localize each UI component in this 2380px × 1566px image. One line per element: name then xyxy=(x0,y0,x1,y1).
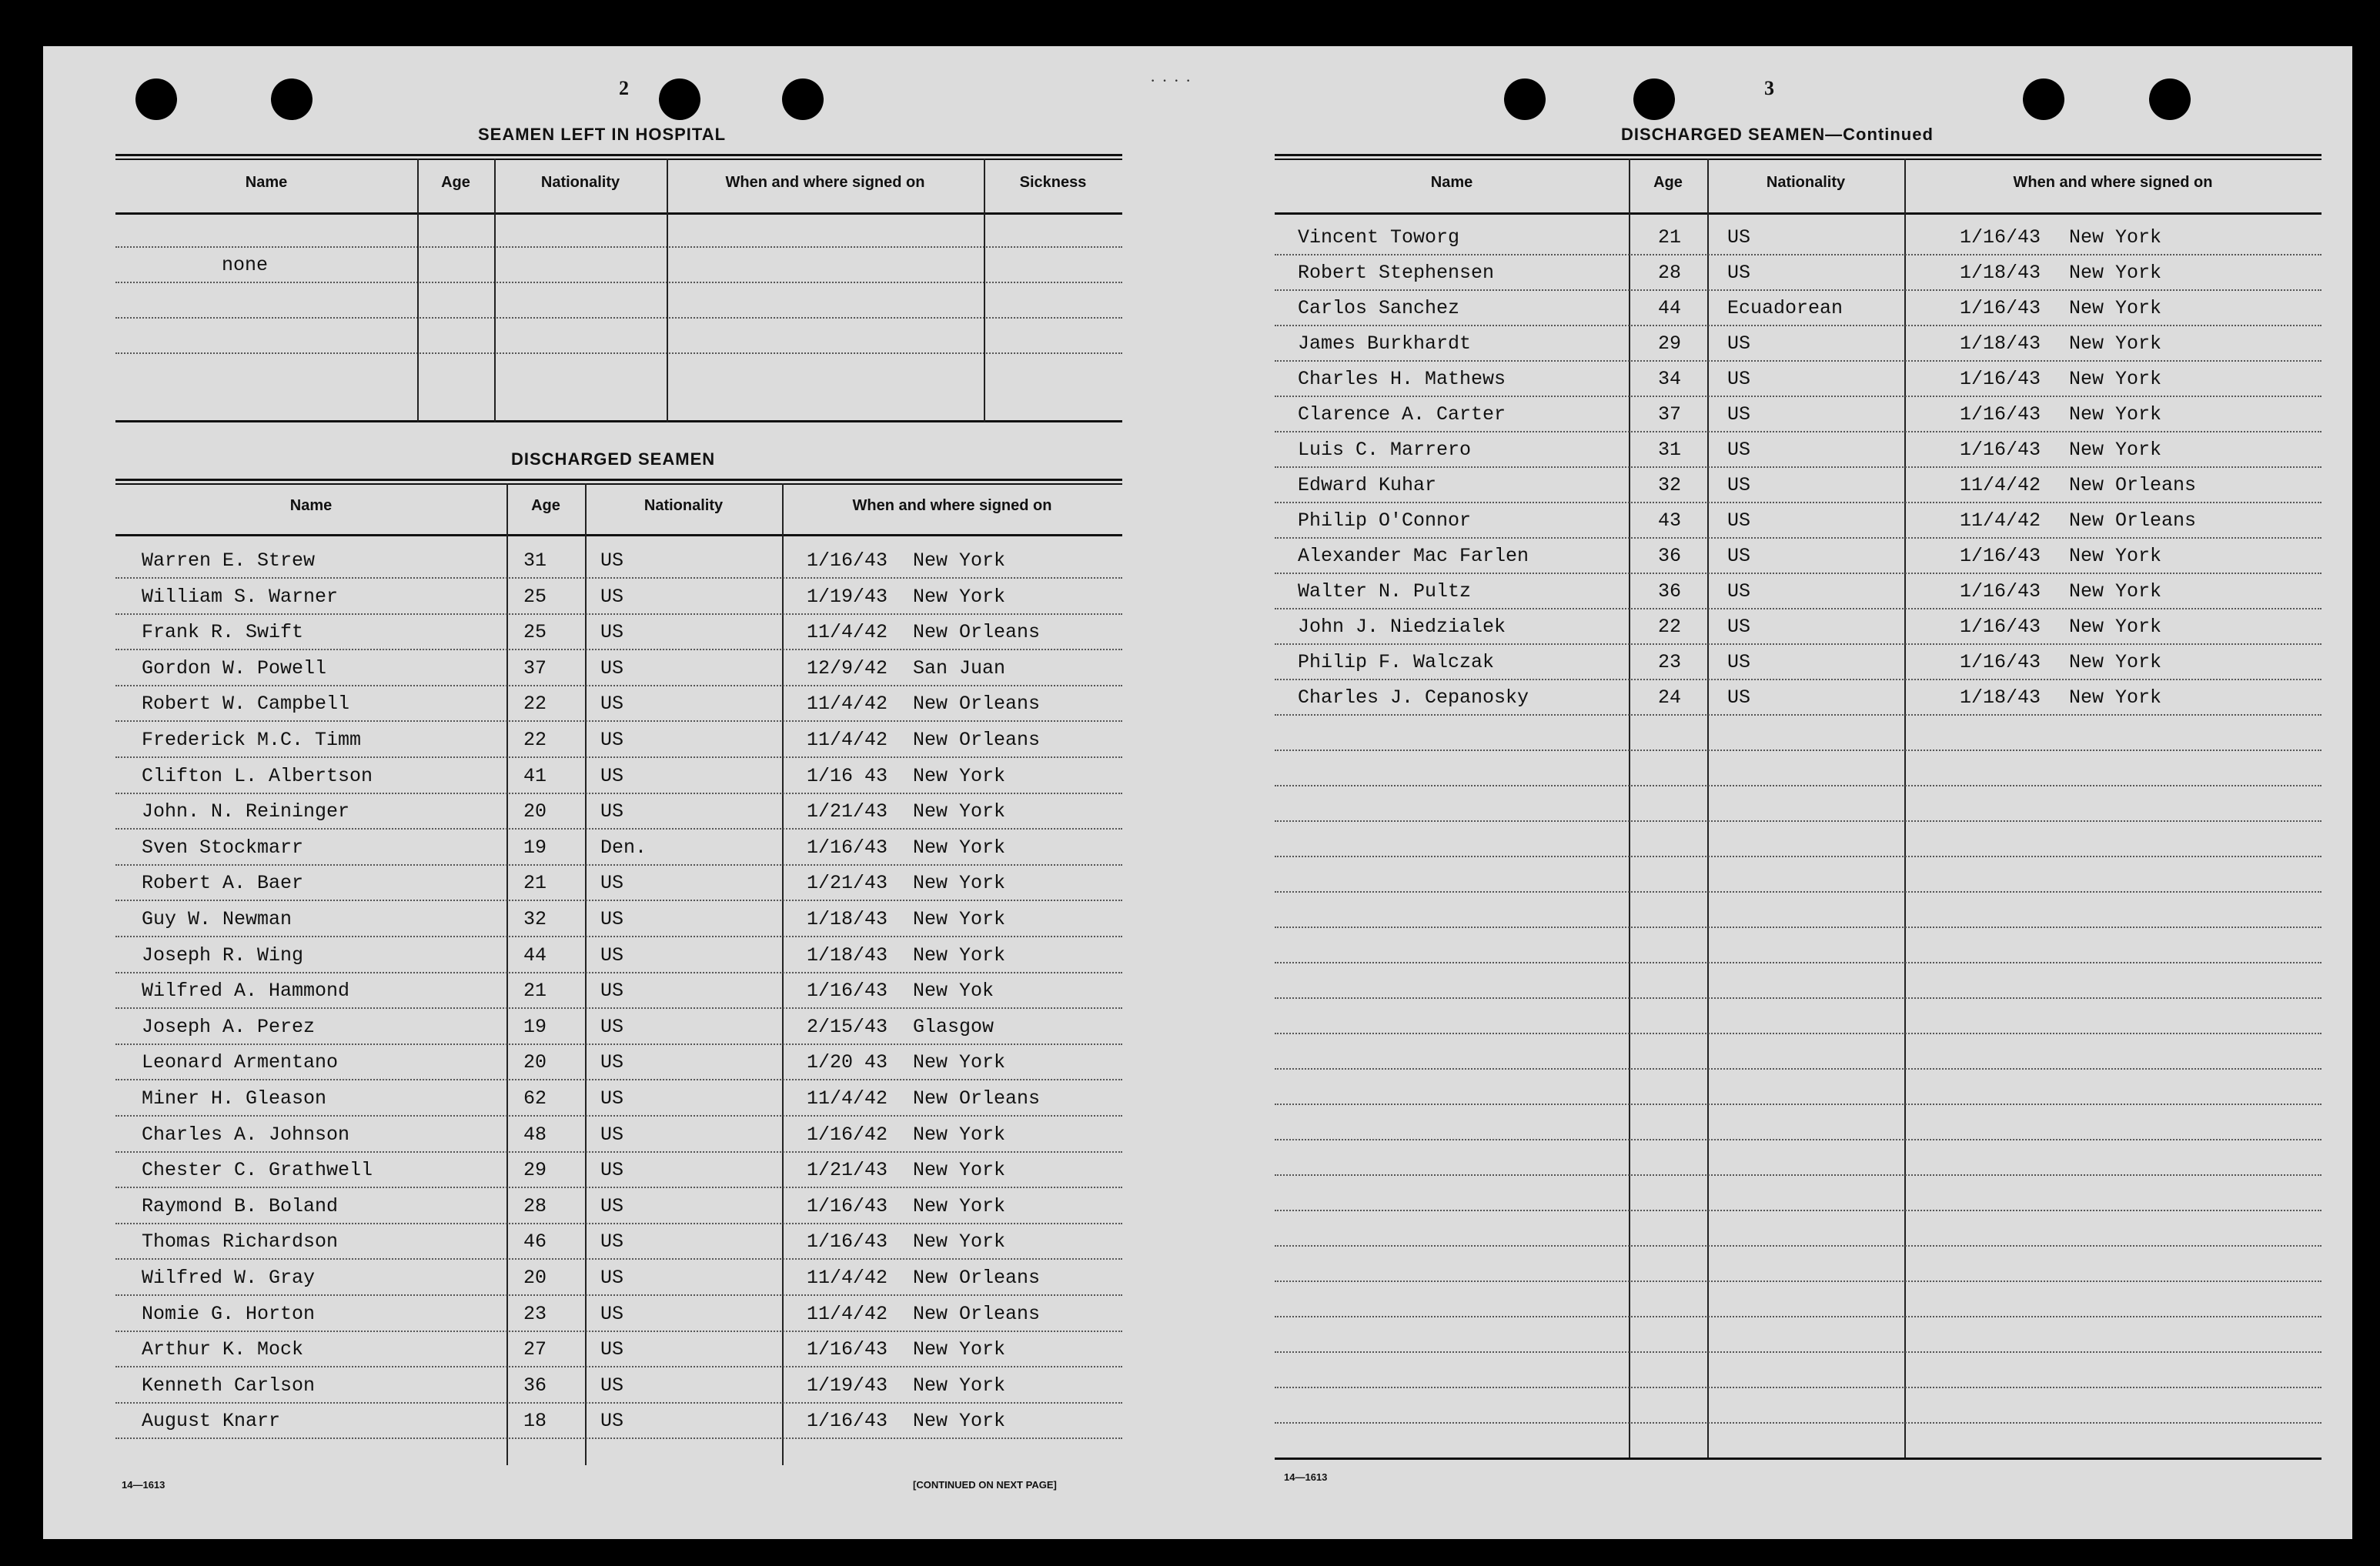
cell-date: 11/4/42 xyxy=(807,693,888,716)
punch-hole xyxy=(1504,78,1546,120)
cell-nationality: US xyxy=(600,1338,624,1361)
cell-name: Philip O'Connor xyxy=(1298,509,1472,532)
cell-age: 20 xyxy=(523,1267,547,1289)
cell-nationality: US xyxy=(600,1374,624,1397)
cell-age: 22 xyxy=(1658,616,1682,638)
cell-name: Joseph R. Wing xyxy=(142,943,304,967)
cell-name: James Burkhardt xyxy=(1298,332,1472,355)
cell-place: New Orleans xyxy=(913,1087,1041,1110)
cell-age: 31 xyxy=(523,549,547,572)
table-row xyxy=(1275,1211,2322,1247)
cell-age: 41 xyxy=(523,764,547,787)
cell-nationality: US xyxy=(1727,262,1751,284)
cell-age: 18 xyxy=(523,1410,547,1433)
cell-name: Charles H. Mathews xyxy=(1298,368,1506,390)
discharged-table-left xyxy=(115,479,1122,1471)
cell-name: Carlos Sanchez xyxy=(1298,297,1460,319)
table-row xyxy=(115,1010,1122,1045)
hospital-table xyxy=(115,154,1122,425)
cell-place: New York xyxy=(913,764,1006,787)
table-row xyxy=(1275,786,2322,822)
cell-nationality: US xyxy=(600,872,624,895)
table-row xyxy=(115,1117,1122,1153)
cell-name: John. N. Reininger xyxy=(142,800,350,823)
table-row xyxy=(115,651,1122,686)
cell-age: 28 xyxy=(523,1194,547,1217)
hospital-entry: none xyxy=(222,254,269,276)
cell-date: 2/15/43 xyxy=(807,1015,888,1038)
page-number-left: 2 xyxy=(619,77,629,99)
table-row xyxy=(1275,326,2322,362)
page-number-right: 3 xyxy=(1764,77,1774,99)
cell-place: New York xyxy=(913,1159,1006,1182)
table-row xyxy=(115,866,1122,901)
cell-name: Luis C. Marrero xyxy=(1298,439,1472,461)
cell-name: Miner H. Gleason xyxy=(142,1087,327,1110)
cell-name: Frederick M.C. Timm xyxy=(142,729,362,751)
cell-age: 20 xyxy=(523,800,547,823)
cell-place: New York xyxy=(913,585,1006,608)
cell-nationality: US xyxy=(600,980,624,1003)
cell-nationality: US xyxy=(1727,580,1751,603)
cell-nationality: US xyxy=(600,549,624,572)
cell-nationality: US xyxy=(600,1302,624,1325)
row-rule xyxy=(115,1437,1122,1439)
table-row xyxy=(115,973,1122,1009)
cell-name: Leonard Armentano xyxy=(142,1051,339,1074)
cell-age: 24 xyxy=(1658,686,1682,709)
cell-name: Philip F. Walczak xyxy=(1298,651,1495,673)
cell-date: 1/16/43 xyxy=(807,1410,888,1433)
cell-place: New York xyxy=(2069,226,2162,249)
table-row xyxy=(1275,432,2322,468)
cell-nationality: US xyxy=(600,1123,624,1146)
table-row xyxy=(1275,1105,2322,1140)
table-row xyxy=(115,1368,1122,1404)
cell-place: New York xyxy=(2069,368,2162,390)
cell-place: New York xyxy=(913,836,1006,859)
table-row xyxy=(1275,999,2322,1034)
cell-date: 1/18/43 xyxy=(1960,332,2041,355)
cell-place: New Orleans xyxy=(913,693,1041,716)
col-header-signed-on: When and where signed on xyxy=(725,174,925,191)
cell-nationality: US xyxy=(600,1230,624,1254)
discharged-title: DISCHARGED SEAMEN xyxy=(511,449,716,469)
col-header-age: Age xyxy=(441,174,470,191)
table-row xyxy=(1275,928,2322,963)
table-row xyxy=(115,938,1122,973)
cell-place: San Juan xyxy=(913,656,1006,679)
col-header-signed-on: When and where signed on xyxy=(2013,174,2213,191)
cell-age: 36 xyxy=(523,1374,547,1397)
cell-age: 34 xyxy=(1658,368,1682,390)
table-row xyxy=(1275,645,2322,680)
table-row xyxy=(115,1332,1122,1367)
table-row xyxy=(1275,468,2322,503)
cell-place: New York xyxy=(913,872,1006,895)
cell-place: New York xyxy=(913,1194,1006,1217)
table-row xyxy=(115,830,1122,866)
cell-nationality: US xyxy=(1727,368,1751,390)
cell-name: Edward Kuhar xyxy=(1298,474,1437,496)
table-row xyxy=(1275,1317,2322,1353)
cell-nationality: US xyxy=(1727,616,1751,638)
cell-date: 1/21/43 xyxy=(807,1159,888,1182)
table-row xyxy=(1275,609,2322,645)
cell-nationality: US xyxy=(1727,651,1751,673)
table-row xyxy=(115,1297,1122,1332)
table-row xyxy=(115,1153,1122,1188)
cell-age: 22 xyxy=(523,693,547,716)
form-number-left: 14—1613 xyxy=(122,1479,165,1491)
cell-age: 27 xyxy=(523,1338,547,1361)
cell-age: 22 xyxy=(523,729,547,751)
cell-date: 12/9/42 xyxy=(807,656,888,679)
table-row xyxy=(1275,1282,2322,1317)
cell-name: Wilfred W. Gray xyxy=(142,1267,316,1289)
cell-place: New Orleans xyxy=(913,729,1041,751)
cell-name: August Knarr xyxy=(142,1410,281,1433)
cell-nationality: US xyxy=(1727,509,1751,532)
cell-place: New York xyxy=(913,943,1006,967)
cell-age: 19 xyxy=(523,836,547,859)
cell-age: 21 xyxy=(523,980,547,1003)
cell-date: 1/18/43 xyxy=(1960,262,2041,284)
cell-name: Chester C. Grathwell xyxy=(142,1159,373,1182)
cell-place: New York xyxy=(913,1374,1006,1397)
cell-name: Joseph A. Perez xyxy=(142,1015,316,1038)
table-row xyxy=(1275,255,2322,291)
cell-nationality: US xyxy=(600,1410,624,1433)
center-fold-dots: ···· xyxy=(1150,71,1198,90)
cell-nationality: US xyxy=(1727,332,1751,355)
col-header-nationality: Nationality xyxy=(1766,174,1846,191)
cell-age: 25 xyxy=(523,585,547,608)
cell-nationality: US xyxy=(1727,545,1751,567)
cell-date: 11/4/42 xyxy=(807,1302,888,1325)
cell-nationality: US xyxy=(600,1267,624,1289)
cell-date: 11/4/42 xyxy=(807,729,888,751)
cell-date: 1/19/43 xyxy=(807,585,888,608)
cell-age: 37 xyxy=(523,656,547,679)
cell-name: Wilfred A. Hammond xyxy=(142,980,350,1003)
table-row xyxy=(1275,291,2322,326)
table-row xyxy=(1275,362,2322,397)
cell-name: Clarence A. Carter xyxy=(1298,403,1506,426)
cell-age: 46 xyxy=(523,1230,547,1254)
cell-place: New York xyxy=(913,549,1006,572)
punch-hole xyxy=(659,78,700,120)
table-row xyxy=(115,615,1122,650)
punch-hole xyxy=(2149,78,2191,120)
cell-place: New York xyxy=(2069,332,2162,355)
cell-nationality: US xyxy=(600,1015,624,1038)
document-sheet xyxy=(43,46,2352,1539)
punch-hole xyxy=(782,78,824,120)
cell-name: Clifton L. Albertson xyxy=(142,764,373,787)
cell-name: Robert Stephensen xyxy=(1298,262,1495,284)
cell-date: 11/4/42 xyxy=(807,621,888,644)
form-number-right: 14—1613 xyxy=(1284,1471,1328,1483)
cell-date: 1/16/43 xyxy=(807,1194,888,1217)
cell-place: New Orleans xyxy=(913,1267,1041,1289)
table-row xyxy=(1275,220,2322,255)
table-row xyxy=(1275,1388,2322,1424)
cell-place: New York xyxy=(2069,686,2162,709)
cell-date: 1/18/43 xyxy=(807,908,888,930)
table-row xyxy=(115,759,1122,794)
cell-nationality: US xyxy=(600,1051,624,1074)
table-row xyxy=(115,1224,1122,1260)
cell-nationality: US xyxy=(600,764,624,787)
cell-place: New York xyxy=(2069,616,2162,638)
cell-age: 48 xyxy=(523,1123,547,1146)
cell-name: Gordon W. Powell xyxy=(142,656,327,679)
cell-date: 11/4/42 xyxy=(1960,509,2041,532)
cell-age: 32 xyxy=(1658,474,1682,496)
cell-nationality: Ecuadorean xyxy=(1727,297,1843,319)
cell-date: 1/18/43 xyxy=(807,943,888,967)
table-row xyxy=(115,1189,1122,1224)
cell-age: 32 xyxy=(523,908,547,930)
cell-nationality: US xyxy=(600,943,624,967)
col-header-signed-on: When and where signed on xyxy=(852,497,1052,514)
cell-age: 25 xyxy=(523,621,547,644)
cell-nationality: US xyxy=(1727,226,1751,249)
punch-hole xyxy=(1633,78,1675,120)
cell-place: New York xyxy=(2069,297,2162,319)
table-row xyxy=(1275,893,2322,928)
cell-age: 37 xyxy=(1658,403,1682,426)
cell-age: 23 xyxy=(1658,651,1682,673)
cell-age: 44 xyxy=(1658,297,1682,319)
cell-nationality: US xyxy=(600,693,624,716)
table-row xyxy=(1275,680,2322,716)
cell-nationality: US xyxy=(600,1194,624,1217)
cell-date: 1/16/43 xyxy=(1960,580,2041,603)
cell-place: New York xyxy=(2069,403,2162,426)
cell-name: Thomas Richardson xyxy=(142,1230,339,1254)
table-row xyxy=(1275,1140,2322,1176)
cell-date: 1/18/43 xyxy=(1960,686,2041,709)
cell-age: 29 xyxy=(523,1159,547,1182)
cell-age: 43 xyxy=(1658,509,1682,532)
cell-date: 1/16/43 xyxy=(1960,226,2041,249)
cell-date: 1/16/42 xyxy=(807,1123,888,1146)
table-row xyxy=(1275,1070,2322,1105)
cell-place: New York xyxy=(913,1230,1006,1254)
cell-date: 1/16/43 xyxy=(807,1338,888,1361)
cell-nationality: US xyxy=(600,1087,624,1110)
hospital-title: SEAMEN LEFT IN HOSPITAL xyxy=(478,125,727,144)
discharged-rows-right xyxy=(1275,220,2322,1457)
cell-age: 31 xyxy=(1658,439,1682,461)
cell-date: 1/16/43 xyxy=(1960,297,2041,319)
cell-age: 29 xyxy=(1658,332,1682,355)
cell-name: William S. Warner xyxy=(142,585,339,608)
cell-age: 20 xyxy=(523,1051,547,1074)
table-row xyxy=(1275,1247,2322,1282)
table-row xyxy=(115,579,1122,615)
table-row xyxy=(1275,822,2322,857)
cell-age: 36 xyxy=(1658,545,1682,567)
cell-date: 11/4/42 xyxy=(807,1087,888,1110)
cell-name: Robert A. Baer xyxy=(142,872,304,895)
cell-age: 62 xyxy=(523,1087,547,1110)
cell-place: New York xyxy=(2069,580,2162,603)
cell-date: 1/21/43 xyxy=(807,800,888,823)
cell-age: 44 xyxy=(523,943,547,967)
col-header-name: Name xyxy=(1430,174,1473,191)
table-row xyxy=(1275,1424,2322,1459)
cell-place: New York xyxy=(913,800,1006,823)
punch-hole xyxy=(271,78,313,120)
cell-name: Robert W. Campbell xyxy=(142,693,350,716)
cell-nationality: US xyxy=(1727,686,1751,709)
cell-nationality: US xyxy=(600,729,624,751)
cell-place: New York xyxy=(913,1338,1006,1361)
cell-age: 28 xyxy=(1658,262,1682,284)
table-row xyxy=(1275,963,2322,999)
cell-nationality: US xyxy=(600,800,624,823)
cell-place: New York xyxy=(913,908,1006,930)
cell-place: New York xyxy=(2069,651,2162,673)
discharged-continued-title: DISCHARGED SEAMEN—Continued xyxy=(1621,125,1934,144)
table-row xyxy=(1275,503,2322,539)
cell-date: 1/19/43 xyxy=(807,1374,888,1397)
cell-name: John J. Niedzialek xyxy=(1298,616,1506,638)
table-row xyxy=(115,1081,1122,1117)
table-row xyxy=(115,543,1122,579)
table-row xyxy=(1275,574,2322,609)
cell-name: Guy W. Newman xyxy=(142,908,292,930)
table-row xyxy=(115,723,1122,758)
table-row xyxy=(1275,1034,2322,1070)
table-row xyxy=(1275,1176,2322,1211)
cell-name: Alexander Mac Farlen xyxy=(1298,545,1529,567)
cell-nationality: US xyxy=(600,585,624,608)
cell-date: 1/16/43 xyxy=(807,836,888,859)
cell-name: Arthur K. Mock xyxy=(142,1338,304,1361)
col-header-nationality: Nationality xyxy=(540,174,620,191)
table-row xyxy=(115,686,1122,722)
cell-date: 1/16/43 xyxy=(807,549,888,572)
cell-place: New York xyxy=(2069,262,2162,284)
table-row xyxy=(1275,857,2322,893)
cell-age: 21 xyxy=(523,872,547,895)
table-row xyxy=(1275,716,2322,751)
cell-place: New York xyxy=(2069,439,2162,461)
cell-name: Warren E. Strew xyxy=(142,549,316,572)
cell-age: 36 xyxy=(1658,580,1682,603)
table-row xyxy=(115,1045,1122,1080)
cell-nationality: US xyxy=(600,1159,624,1182)
cell-date: 1/16/43 xyxy=(807,1230,888,1254)
table-row xyxy=(1275,397,2322,432)
table-row xyxy=(1275,539,2322,574)
cell-name: Vincent Toworg xyxy=(1298,226,1460,249)
cell-date: 1/16/43 xyxy=(1960,545,2041,567)
cell-name: Nomie G. Horton xyxy=(142,1302,316,1325)
cell-age: 23 xyxy=(523,1302,547,1325)
cell-place: New Orleans xyxy=(2069,509,2197,532)
col-header-name: Name xyxy=(289,497,333,514)
cell-date: 11/4/42 xyxy=(807,1267,888,1289)
cell-name: Raymond B. Boland xyxy=(142,1194,339,1217)
discharged-table-right xyxy=(1275,154,2322,1464)
cell-age: 19 xyxy=(523,1015,547,1038)
cell-date: 1/21/43 xyxy=(807,872,888,895)
cell-date: 1/20 43 xyxy=(807,1051,888,1074)
table-row xyxy=(1275,751,2322,786)
table-row xyxy=(115,902,1122,937)
cell-name: Charles J. Cepanosky xyxy=(1298,686,1529,709)
col-header-age: Age xyxy=(531,497,560,514)
table-row xyxy=(115,794,1122,830)
table-row xyxy=(1275,1353,2322,1388)
cell-date: 1/16/43 xyxy=(807,980,888,1003)
cell-date: 11/4/42 xyxy=(1960,474,2041,496)
cell-age: 21 xyxy=(1658,226,1682,249)
cell-nationality: US xyxy=(600,908,624,930)
cell-nationality: US xyxy=(600,621,624,644)
col-header-age: Age xyxy=(1653,174,1683,191)
cell-name: Kenneth Carlson xyxy=(142,1374,316,1397)
cell-nationality: US xyxy=(1727,439,1751,461)
cell-nationality: US xyxy=(1727,474,1751,496)
cell-nationality: US xyxy=(600,656,624,679)
cell-place: Glasgow xyxy=(913,1015,994,1038)
punch-hole xyxy=(135,78,177,120)
cell-place: New Orleans xyxy=(913,1302,1041,1325)
cell-name: Charles A. Johnson xyxy=(142,1123,350,1146)
table-row xyxy=(115,1404,1122,1439)
cell-nationality: Den. xyxy=(600,836,647,859)
col-header-sickness: Sickness xyxy=(1019,174,1087,191)
discharged-rows-left xyxy=(115,543,1122,1471)
cell-date: 1/16/43 xyxy=(1960,439,2041,461)
cell-name: Walter N. Pultz xyxy=(1298,580,1472,603)
cell-place: New York xyxy=(913,1051,1006,1074)
punch-hole xyxy=(2023,78,2064,120)
cell-place: New York xyxy=(913,1123,1006,1146)
cell-date: 1/16/43 xyxy=(1960,616,2041,638)
cell-nationality: US xyxy=(1727,403,1751,426)
cell-date: 1/16/43 xyxy=(1960,403,2041,426)
cell-place: New York xyxy=(2069,545,2162,567)
cell-date: 1/16 43 xyxy=(807,764,888,787)
col-header-nationality: Nationality xyxy=(643,497,724,514)
cell-name: Sven Stockmarr xyxy=(142,836,304,859)
cell-date: 1/16/43 xyxy=(1960,651,2041,673)
cell-date: 1/16/43 xyxy=(1960,368,2041,390)
cell-place: New York xyxy=(913,1410,1006,1433)
cell-place: New Orleans xyxy=(2069,474,2197,496)
cell-place: New Orleans xyxy=(913,621,1041,644)
cell-place: New Yok xyxy=(913,980,994,1003)
col-header-name: Name xyxy=(245,174,288,191)
continued-note: [CONTINUED ON NEXT PAGE] xyxy=(913,1479,1057,1491)
table-row xyxy=(115,1260,1122,1296)
cell-name: Frank R. Swift xyxy=(142,621,304,644)
